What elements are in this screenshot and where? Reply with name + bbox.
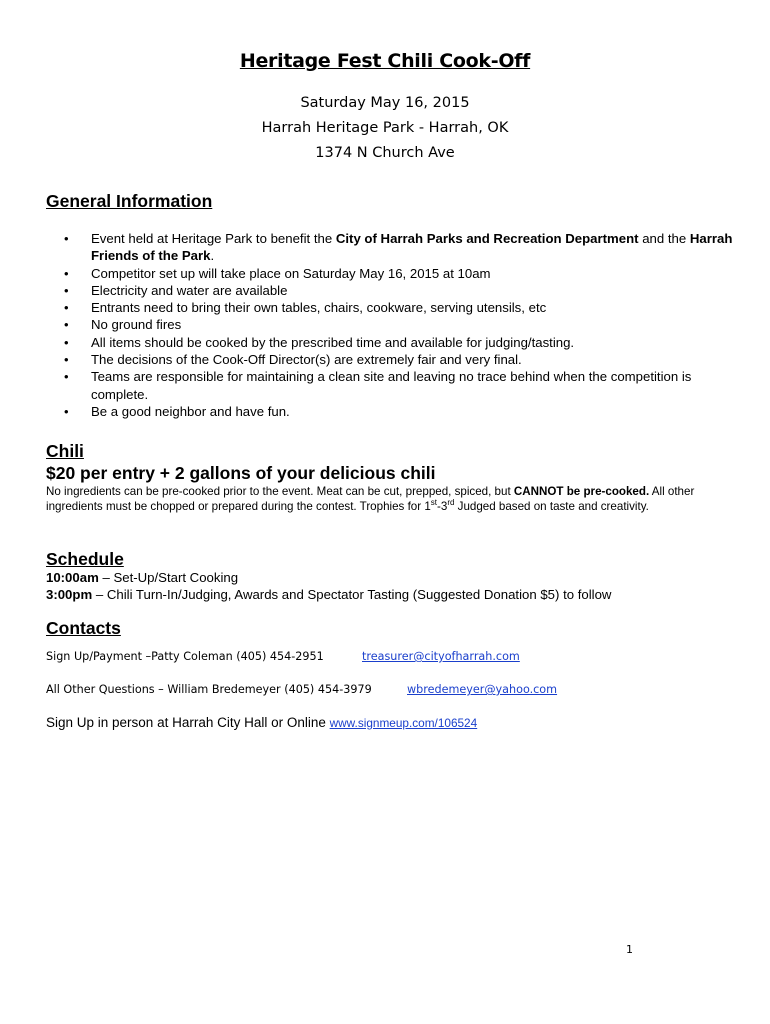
- contacts-heading: Contacts: [46, 618, 121, 638]
- list-item: • Be a good neighbor and have fun.: [64, 403, 290, 419]
- chili-heading: Chili: [46, 441, 84, 461]
- page-number: 1: [626, 943, 633, 956]
- signup-line: Sign Up in person at Harrah City Hall or Online www.signmeup.com/106524: [46, 715, 478, 730]
- schedule-item: 10:00am – Set-Up/Start Cooking: [46, 570, 239, 585]
- schedule-item: 3:00pm – Chili Turn-In/Judging, Awards and Spectator Tasting (Suggested Donation $5) to follow: [46, 587, 612, 602]
- general-info-list: [46, 230, 736, 420]
- chili-entry-fee: $20 per entry + 2 gallons of your delicious chili: [46, 463, 436, 483]
- list-item: • Event held at Heritage Park to benefit the City of Harrah Parks and Recreation Department and the Harrah Friends of the Park.: [64, 231, 733, 264]
- bullet-icon: •: [64, 282, 69, 298]
- list-item: • Teams are responsible for maintaining a clean site and leaving no trace behind when the competition is complete.: [64, 369, 692, 402]
- list-item: • The decisions of the Cook-Off Director(s) are extremely fair and very final.: [64, 352, 522, 368]
- list-item: • Entrants need to bring their own tables, chairs, cookware, serving utensils, etc: [64, 300, 547, 316]
- bullet-icon: •: [64, 231, 69, 246]
- bullet-icon: •: [64, 352, 69, 368]
- list-item: • Electricity and water are available: [64, 282, 288, 298]
- event-date: Saturday May 16, 2015: [300, 95, 470, 111]
- bullet-icon: •: [64, 369, 69, 385]
- bullet-icon: •: [64, 403, 69, 419]
- event-location: Harrah Heritage Park - Harrah, OK: [261, 120, 509, 136]
- bullet-icon: •: [64, 317, 69, 333]
- bullet-icon: •: [64, 265, 69, 281]
- schedule-heading: Schedule: [46, 549, 124, 569]
- treasurer-email-link[interactable]: treasurer@cityofharrah.com: [362, 650, 520, 663]
- list-item: • All items should be cooked by the prescribed time and available for judging/tasting.: [64, 334, 575, 350]
- general-info-heading: General Information: [46, 191, 213, 211]
- bullet-icon: •: [64, 334, 69, 350]
- page-title: Heritage Fest Chili Cook-Off: [239, 50, 531, 72]
- bredemeyer-email-link[interactable]: wbredemeyer@yahoo.com: [407, 683, 558, 696]
- signup-url-link[interactable]: www.signmeup.com/106524: [329, 716, 478, 730]
- list-item: • Competitor set up will take place on Saturday May 16, 2015 at 10am: [64, 265, 491, 281]
- signup-contact-label: Sign Up/Payment –Patty Coleman (405) 454-2951: [46, 650, 324, 663]
- list-item: • No ground fires: [64, 317, 182, 333]
- questions-contact-label: All Other Questions – William Bredemeyer (405) 454-3979: [46, 683, 372, 696]
- chili-rules: No ingredients can be pre-cooked prior to the event. Meat can be cut, prepped, spiced, but CANNOT be pre-cooked. All other ingredients must be chopped or prepared during the contest. Trophies for 1st-3rd Judged based on taste and creativity.: [46, 485, 695, 513]
- bullet-icon: •: [64, 300, 69, 316]
- event-address: 1374 N Church Ave: [315, 145, 455, 161]
